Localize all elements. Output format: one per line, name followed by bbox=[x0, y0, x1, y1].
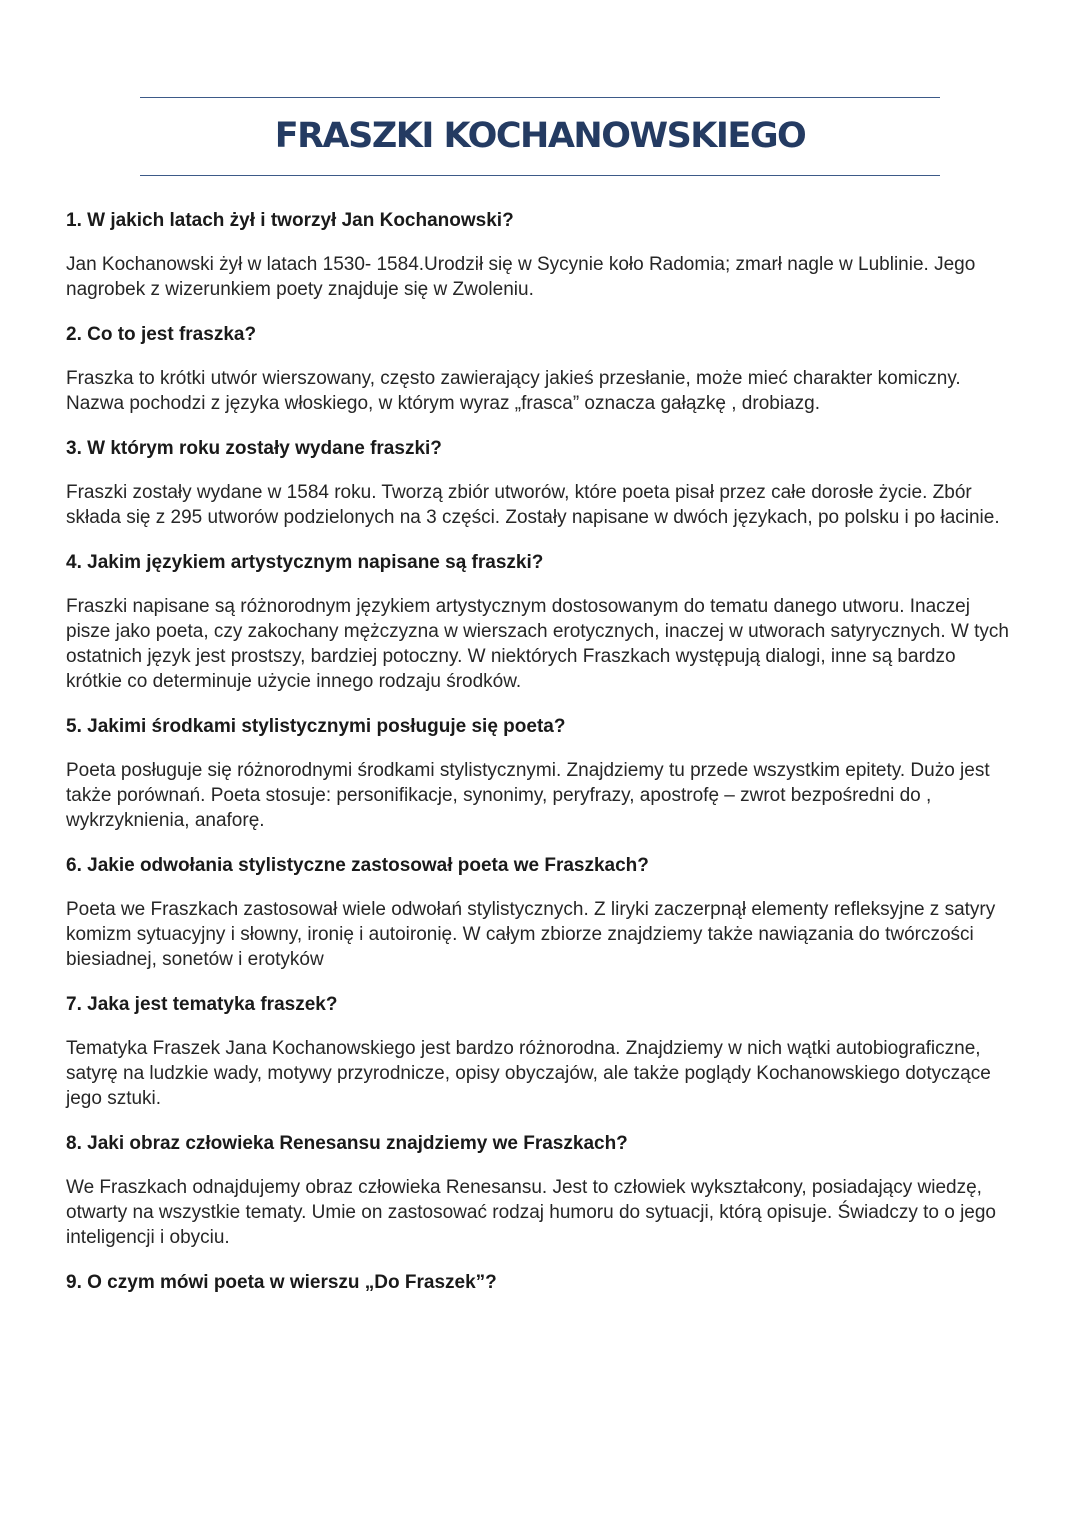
answer-6: Poeta we Fraszkach zastosował wiele odwołań stylistycznych. Z liryki zaczerpnął elementy refleksyjne z satyry komizm sytuacyjny i słowny, ironię i autoironię. W całym zbiorze znajdziemy także nawiązania do twórczości biesiadnej, sonetów i erotyków bbox=[66, 899, 996, 970]
answer-4: Fraszki napisane są różnorodnym językiem artystycznym dostosowanym do tematu danego utworu. Inaczej pisze jako poeta, czy zakochany mężczyzna w wierszach erotycznych, inaczej w utworach satyrycznych. W tych ostatnich język jest prostszy, bardziej potoczny. W niektórych Fraszkach występują dialogi, inne są bardzo krótkie co determinuje użycie innego rodzaju środków. bbox=[66, 596, 1009, 692]
answer-2: Fraszka to krótki utwór wierszowany, często zawierający jakieś przesłanie, może mieć charakter komiczny. Nazwa pochodzi z języka włoskiego, w którym wyraz „frasca” oznacza gałązkę , drobiazg. bbox=[66, 368, 961, 414]
answer-7: Tematyka Fraszek Jana Kochanowskiego jest bardzo różnorodna. Znajdziemy w nich wątki autobiograficzne, satyrę na ludzkie wady, motywy przyrodnicze, opisy obyczajów, ale także poglądy Kochanowskiego dotyczące jego sztuki. bbox=[66, 1038, 991, 1109]
title-bottom-rule bbox=[140, 175, 940, 176]
question-8: 8. Jaki obraz człowieka Renesansu znajdziemy we Fraszkach? bbox=[66, 1133, 628, 1154]
answer-1: Jan Kochanowski żył w latach 1530- 1584.Urodził się w Sycynie koło Radomia; zmarł nagle w Lublinie. Jego nagrobek z wizerunkiem poety znajduje się w Zwoleniu. bbox=[66, 254, 976, 300]
question-4: 4. Jakim językiem artystycznym napisane są fraszki? bbox=[66, 552, 544, 573]
question-6: 6. Jakie odwołania stylistyczne zastosował poeta we Fraszkach? bbox=[66, 855, 649, 876]
qa-content bbox=[66, 208, 1016, 1314]
page-title: FRASZKI KOCHANOWSKIEGO bbox=[274, 116, 806, 156]
question-2: 2. Co to jest fraszka? bbox=[66, 324, 257, 345]
question-5: 5. Jakimi środkami stylistycznymi posługuje się poeta? bbox=[66, 716, 566, 737]
answer-8: We Fraszkach odnajdujemy obraz człowieka Renesansu. Jest to człowiek wykształcony, posiadający wiedzę, otwarty na wszystkie tematy. Umie on zastosować rodzaj humoru do sytuacji, którą opisuje. Świadczy to o jego inteligencji i obyciu. bbox=[66, 1177, 996, 1248]
answer-5: Poeta posługuje się różnorodnymi środkami stylistycznymi. Znajdziemy tu przede wszystkim epitety. Dużo jest także porównań. Poeta stosuje: personifikacje, synonimy, peryfrazy, apostrofę – zwrot bezpośredni do , wykrzyknienia, anaforę. bbox=[66, 760, 990, 831]
question-1: 1. W jakich latach żył i tworzył Jan Kochanowski? bbox=[66, 210, 514, 231]
question-3: 3. W którym roku zostały wydane fraszki? bbox=[66, 438, 442, 459]
answer-3: Fraszki zostały wydane w 1584 roku. Tworzą zbiór utworów, które poeta pisał przez całe dorosłe życie. Zbór składa się z 295 utworów podzielonych na 3 części. Zostały napisane w dwóch językach, po polsku i po łacinie. bbox=[66, 482, 1000, 528]
question-7: 7. Jaka jest tematyka fraszek? bbox=[66, 994, 338, 1015]
title-top-rule bbox=[140, 97, 940, 98]
question-9: 9. O czym mówi poeta w wierszu „Do Fraszek”? bbox=[66, 1272, 497, 1293]
